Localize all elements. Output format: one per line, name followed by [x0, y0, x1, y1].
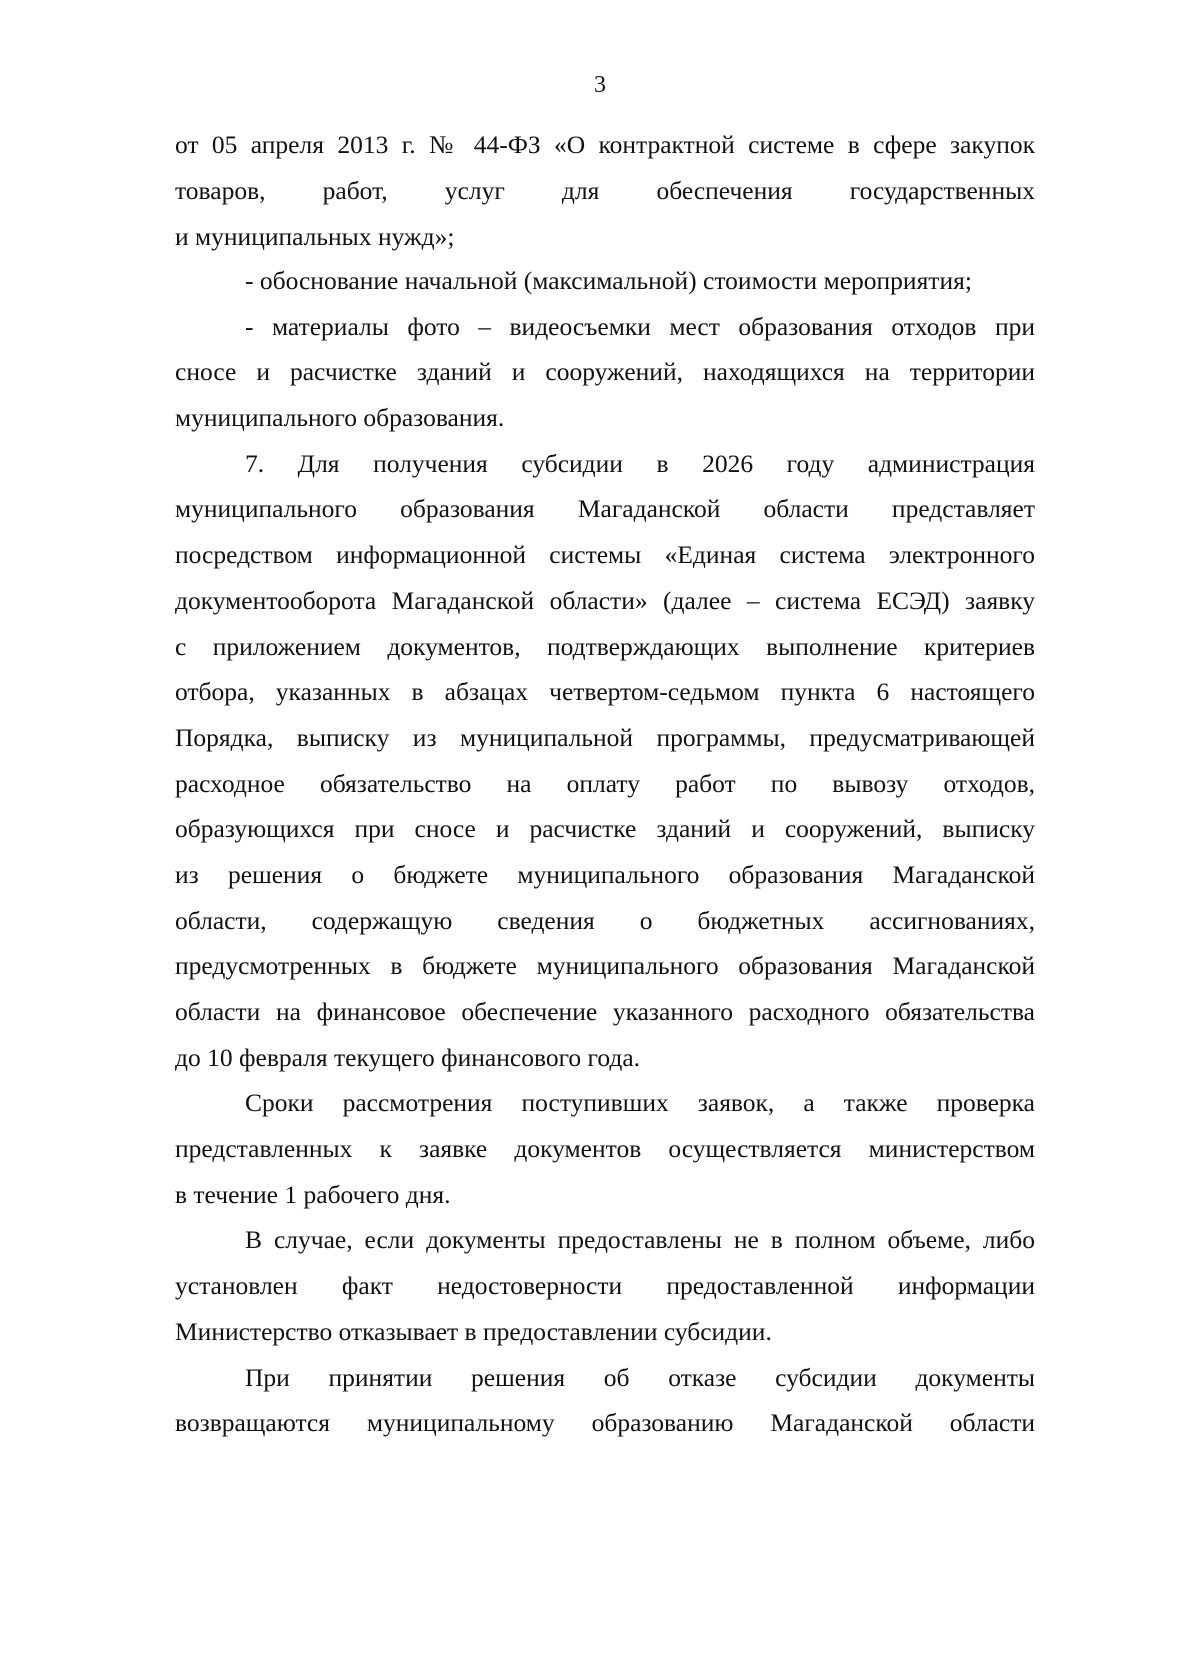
text-line: из решения о бюджете муниципального образования Магаданской — [175, 860, 1035, 889]
text-line: Министерство отказывает в предоставлении субсидии. — [175, 1317, 772, 1346]
text-line: от 05 апреля 2013 г. № 44-ФЗ «О контрактной системе в сфере закупок — [175, 130, 1035, 159]
text-line: с приложением документов, подтверждающих выполнение критериев — [175, 632, 1035, 661]
text-line: Порядка, выписку из муниципальной программы, предусматривающей — [175, 723, 1035, 752]
text-line: В случае, если документы предоставлены не в полном объеме, либо — [245, 1225, 1035, 1254]
text-line: предусмотренных в бюджете муниципального образования Магаданской — [175, 951, 1035, 980]
text-line: в течение 1 рабочего дня. — [175, 1180, 451, 1209]
text-line: - обоснование начальной (максимальной) стоимости мероприятия; — [245, 266, 972, 295]
text-line: возвращаются муниципальному образованию Магаданской области — [175, 1408, 1035, 1437]
text-line: области, содержащую сведения о бюджетных ассигнованиях, — [175, 906, 1035, 935]
text-line: - материалы фото – видеосъемки мест образования отходов при — [245, 312, 1035, 341]
text-line: муниципального образования Магаданской области представляет — [175, 494, 1035, 523]
text-line: образующихся при сносе и расчистке зданий и сооружений, выписку — [175, 814, 1035, 843]
text-line: документооборота Магаданской области» (далее – система ЕСЭД) заявку — [175, 586, 1035, 615]
text-line: установлен факт недостоверности предоставленной информации — [175, 1271, 1035, 1300]
text-line: представленных к заявке документов осуществляется министерством — [175, 1134, 1035, 1163]
text-line: до 10 февраля текущего финансового года. — [175, 1043, 641, 1072]
text-line: и муниципальных нужд»; — [175, 222, 455, 251]
text-line: Сроки рассмотрения поступивших заявок, а также проверка — [245, 1088, 1035, 1117]
text-line: сносе и расчистке зданий и сооружений, находящихся на территории — [175, 357, 1035, 386]
text-line: 7. Для получения субсидии в 2026 году администрация — [245, 449, 1035, 478]
text-line: расходное обязательство на оплату работ по вывозу отходов, — [175, 769, 1035, 798]
text-line: При принятии решения об отказе субсидии документы — [245, 1363, 1035, 1392]
text-line: посредством информационной системы «Единая система электронного — [175, 540, 1035, 569]
text-line: отбора, указанных в абзацах четвертом-седьмом пункта 6 настоящего — [175, 677, 1035, 706]
text-line: области на финансовое обеспечение указанного расходного обязательства — [175, 997, 1035, 1026]
text-line: товаров, работ, услуг для обеспечения государственных — [175, 176, 1035, 205]
page-number: 3 — [594, 72, 606, 98]
text-line: муниципального образования. — [175, 403, 505, 432]
